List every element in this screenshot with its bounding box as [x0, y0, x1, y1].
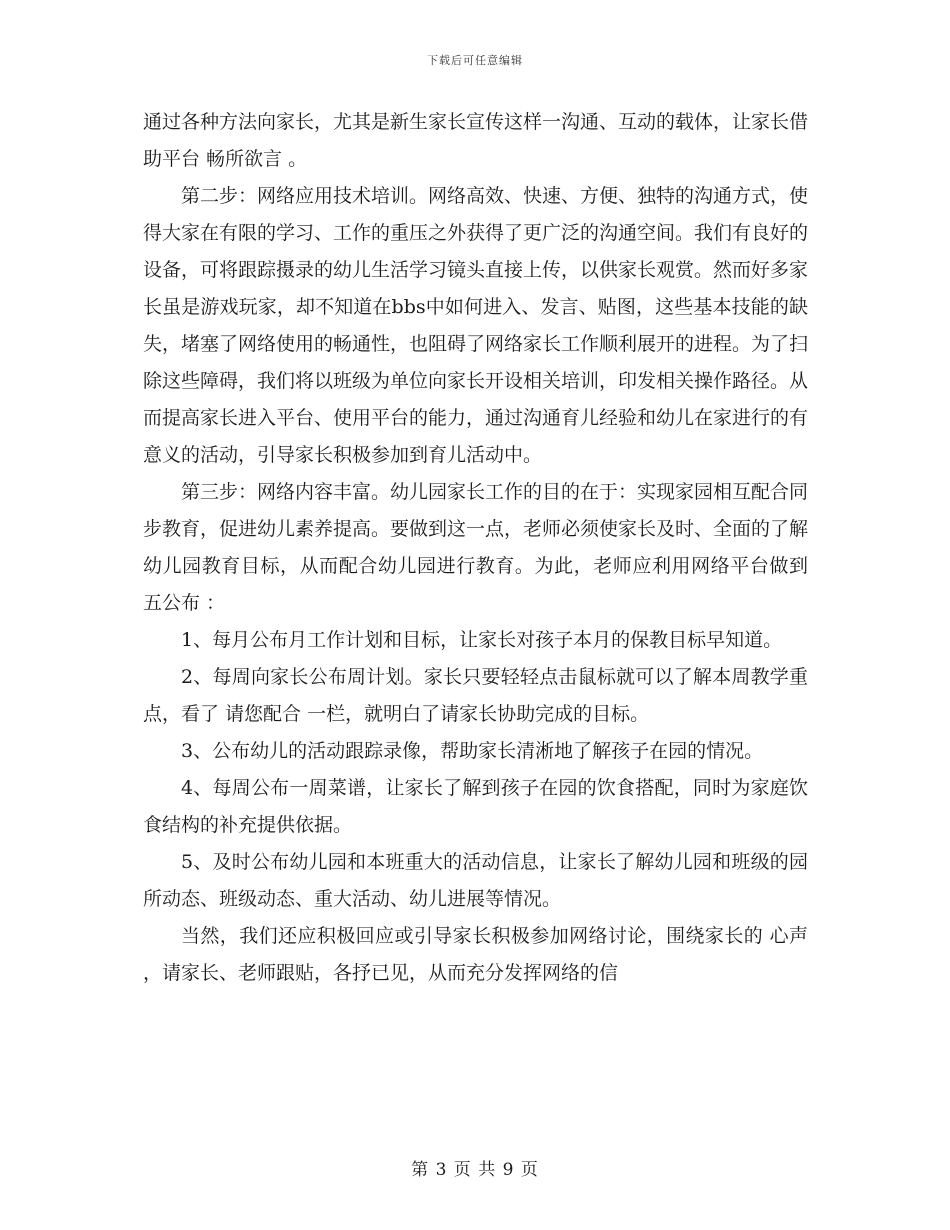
page-header: 下载后可任意编辑 [427, 54, 523, 67]
list-item-1: 1、每月公布月工作计划和目标，让家长对孩子本月的保教目标早知道。 [181, 629, 783, 651]
paragraph-last: 当然，我们还应积极回应或引导家长积极参加网络讨论，围绕家长的 心声 ，请家长、老师跟贴，各抒已见，从而充分发挥网络的信 [143, 925, 808, 984]
document-body [143, 104, 808, 992]
paragraph-2: 第二步：网络应用技术培训。网络高效、快速、方便、独特的沟通方式，使得大家在有限的学习、工作的重压之外获得了更广泛的沟通空间。我们有良好的设备，可将跟踪摄录的幼儿生活学习镜头直接上传，以供家长观赏。然而好多家长虽是游戏玩家，却不知道在bbs中如何进入、发言、贴图，这些基本技能的缺失，堵塞了网络使用的畅通性，也阻碍了网络家长工作顺利展开的进程。为了扫除这些障碍，我们将以班级为单位向家长开设相关培训，印发相关操作路径。从而提高家长进入平台、使用平台的能力，通过沟通育儿经验和幼儿在家进行的有意义的活动，引导家长积极参加到育儿活动中。 [143, 185, 809, 466]
list-item-4: 4、每周公布一周菜谱，让家长了解到孩子在园的饮食搭配，同时为家庭饮食结构的补充提供依据。 [143, 777, 808, 836]
list-item-2: 2、每周向家长公布周计划。家长只要轻轻点击鼠标就可以了解本周教学重点，看了 请您配合 一栏，就明白了请家长协助完成的目标。 [143, 666, 808, 725]
paragraph-1: 通过各种方法向家长，尤其是新生家长宣传这样一沟通、互动的载体，让家长借助平台 畅所欲言 。 [143, 111, 809, 170]
page-footer: 第 3 页 共 9 页 [411, 1160, 539, 1180]
paragraph-3: 第三步：网络内容丰富。幼儿园家长工作的目的在于：实现家园相互配合同步教育，促进幼儿素养提高。要做到这一点，老师必须使家长及时、全面的了解幼儿园教育目标，从而配合幼儿园进行教育。为此，老师应利用网络平台做到 五公布 ： [143, 481, 809, 614]
list-item-3: 3、公布幼儿的活动跟踪录像，帮助家长清淅地了解孩子在园的情况。 [181, 740, 764, 762]
list-item-5: 5、及时公布幼儿园和本班重大的活动信息，让家长了解幼儿园和班级的园所动态、班级动态、重大活动、幼儿进展等情况。 [143, 851, 808, 910]
